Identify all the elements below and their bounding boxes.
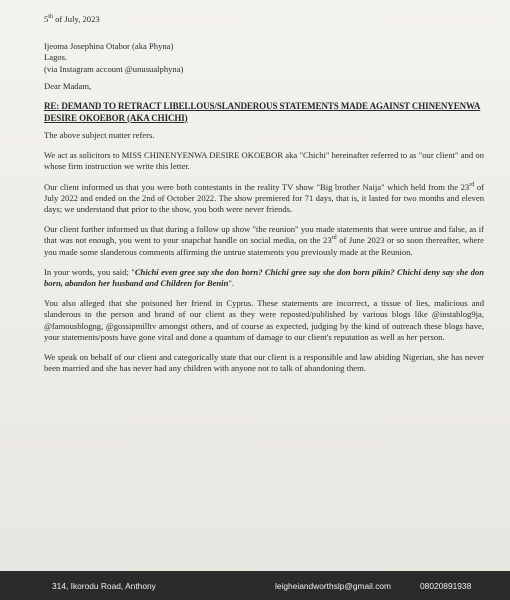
recipient-via: (via Instagram account @unusualphyna) [44, 63, 184, 74]
footer-phone: 08020891938 [420, 581, 472, 591]
p3-part-a: Our client informed us that you were both contestants in the reality TV show "Big brother Naija" which held from the 23 [44, 181, 470, 192]
footer-address: 314, Ikorodu Road, Anthony [52, 581, 156, 591]
recipient-city: Lagos. [44, 52, 68, 63]
paragraph-3 [44, 182, 484, 216]
p3-sup: rd [469, 181, 475, 188]
recipient-name: Ijeoma Josephina Otabor (aka Phyna) [44, 41, 174, 52]
p5-quote: Chichi even gree say she don born? Chichi gree say she don born pikin? Chichi deny say she don born, abandon her husband and Children for Benin [44, 266, 484, 289]
paragraph-1: The above subject matter refers. [44, 130, 155, 141]
letter-body [44, 14, 484, 383]
paragraph-5 [44, 267, 484, 289]
salutation: Dear Madam, [44, 80, 92, 91]
letter-date [44, 14, 484, 25]
p5-end: ". [228, 278, 235, 289]
subject-heading: RE: DEMAND TO RETRACT LIBELLOUS/SLANDEROUS STATEMENTS MADE AGAINST CHINENYENWA DESIRE OKOEBOR (AKA CHICHI) [44, 101, 481, 123]
p4-part-b: of June 2023 or so soon thereafter, where you made some slanderous comments affirming the untrue statements you previously made at the Reunion. [44, 235, 484, 257]
p4-sup: rd [331, 235, 337, 242]
date-suffix: th [48, 14, 53, 21]
p5-intro: In your words, you said; " [44, 266, 135, 277]
paragraph-6: You also alleged that she poisoned her friend in Cyprus. These statements are incorrect, a tissue of lies, malicious and slanderous to the person and brand of our client as they were reposted/published by various blogs like @instablog9ja, @famousblogng, @gossipmilltv amongst others, and of course as expected, judging by the kind of outreach these blogs have, your statements/posts have gone viral and done a quantum of damage to our client's reputation as well as her person. [44, 298, 484, 342]
letterhead-footer [0, 571, 510, 600]
paragraph-2: We act as solicitors to MISS CHINENYENWA DESIRE OKOEBOR aka "Chichi" hereinafter referred to as "our client" and on whose firm instruction we write this letter. [44, 150, 484, 172]
date-rest: of July, 2023 [52, 14, 100, 24]
p3-part-b: of July 2022 and ended on the 2nd of October 2022. The show premiered for 71 days, that is, it lasted for two months and eleven days; we understand that prior to the show, you both were never friends. [44, 181, 485, 215]
recipient-address [44, 41, 484, 75]
footer-email: leigheiandworthslp@gmail.com [275, 581, 392, 591]
paragraph-4 [44, 224, 484, 258]
date-day: 5 [44, 14, 49, 24]
paragraph-7: We speak on behalf of our client and categorically state that our client is a responsible and law abiding Nigerian, she has never been married and she has never had any children with anyone not to talk of abandoning them. [44, 352, 484, 374]
p4-part-a: Our client further informed us that during a follow up show "the reunion" you made statements that were untrue and false, as if that was not enough, you went to your snapchat handle on social media, on the 23 [44, 224, 484, 246]
